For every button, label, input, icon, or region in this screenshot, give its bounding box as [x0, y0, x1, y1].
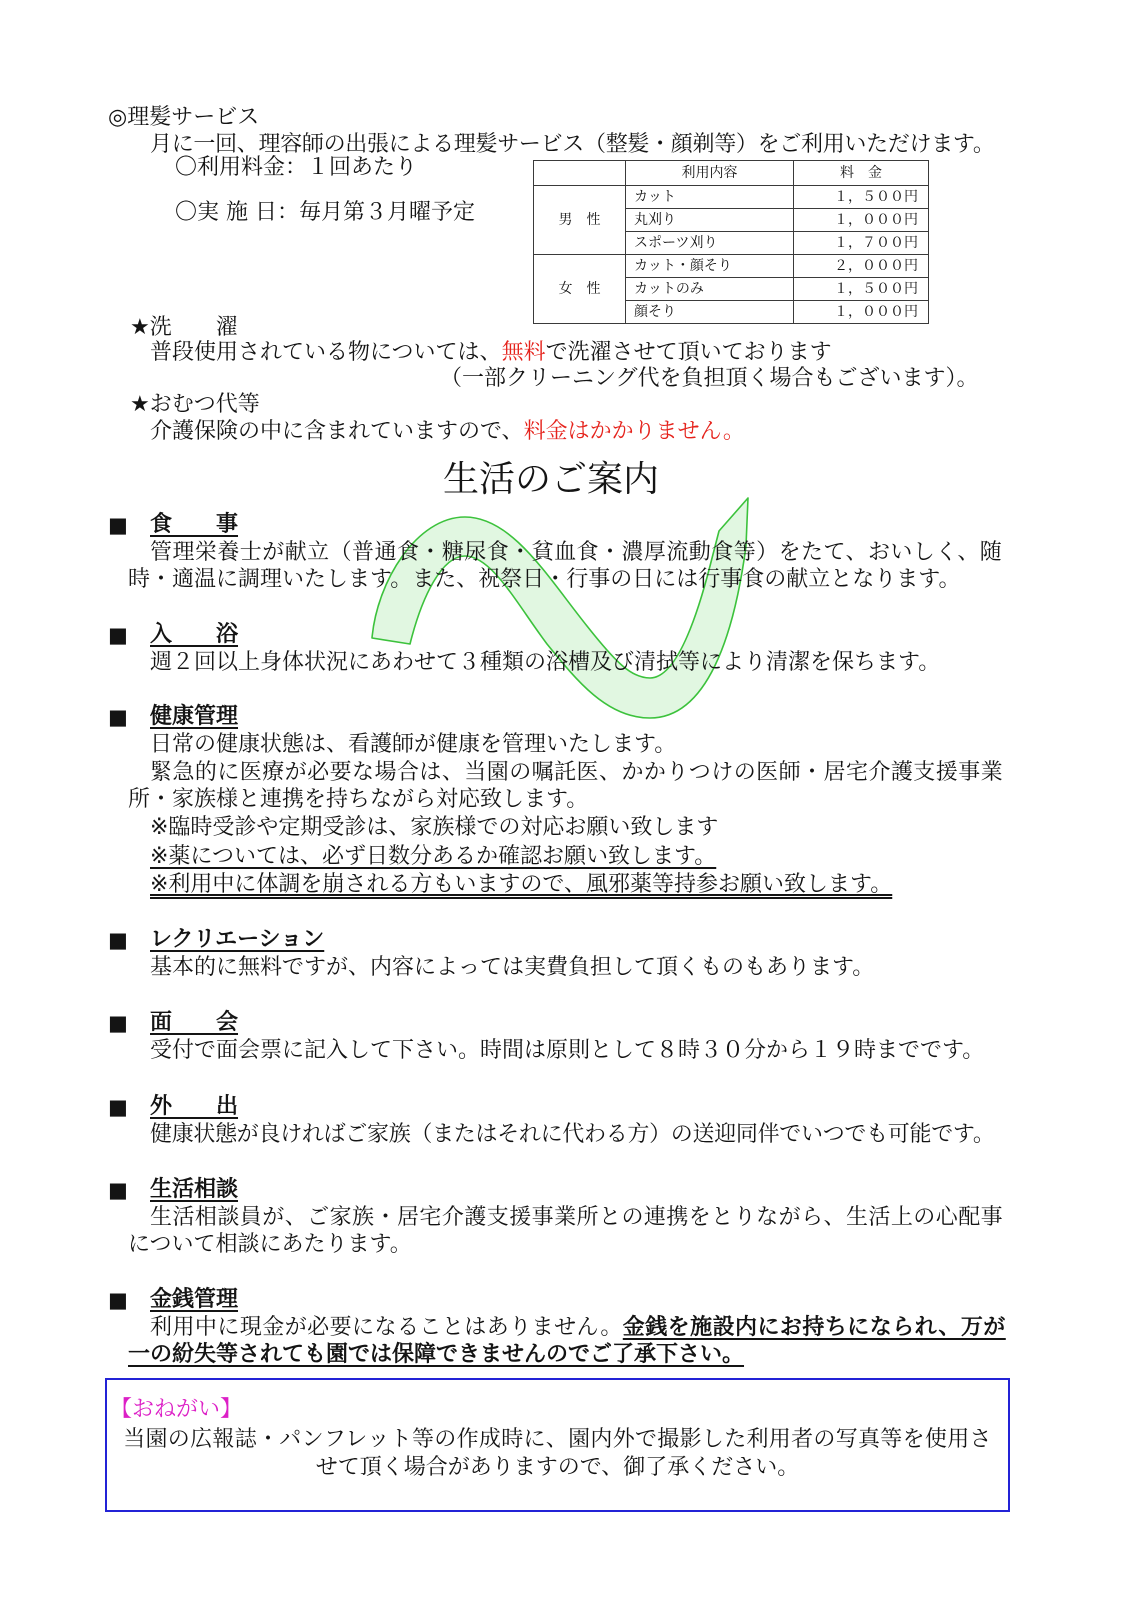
health-line: 所・家族様と連携を持ちながら対応致します。	[128, 787, 589, 812]
money-line-plain: 利用中に現金が必要になることはありません。	[150, 1315, 623, 1340]
recreation-heading: レクリエーション	[150, 927, 325, 952]
consultation-heading: 生活相談	[150, 1177, 239, 1202]
bullet-icon: ■	[108, 513, 128, 537]
laundry-text-after: で洗濯させて頂いております	[545, 340, 832, 365]
health-line: 日常の健康状態は、看護師が健康を管理いたします。	[150, 732, 677, 757]
price-table-header-price: 料 金	[794, 161, 929, 186]
visits-heading: 面 会	[150, 1010, 239, 1035]
price-table-category-men: 男 性	[534, 186, 626, 255]
bathing-line: 週２回以上身体状況にあわせて３種類の浴槽及び清拭等により清潔を保ちます。	[150, 650, 941, 675]
money-line-emphasis: 一の紛失等されても園では保障できませんのでご了承下さい。	[128, 1342, 745, 1367]
diapers-text	[150, 419, 745, 445]
bullet-icon: ■	[108, 705, 128, 729]
request-title: 【おねがい】	[110, 1397, 243, 1422]
diapers-text-before: 介護保険の中に含まれていますので、	[150, 419, 524, 444]
consultation-line: 生活相談員が、ご家族・居宅介護支援事業所との連携をとりながら、生活上の心配事	[150, 1205, 1004, 1230]
price-table-header-item: 利用内容	[626, 161, 794, 186]
bullet-icon: ■	[108, 623, 128, 647]
health-note: ※臨時受診や定期受診は、家族様での対応お願い致します	[150, 815, 719, 840]
price-table-header-row	[534, 161, 929, 186]
outings-line: 健康状態が良ければご家族（またはそれに代わる方）の送迎同伴でいつでも可能です。	[150, 1122, 995, 1147]
price-table-item: スポーツ刈り	[626, 232, 794, 255]
barber-service-title: ◎理髪サービス	[108, 105, 260, 130]
table-row	[534, 255, 929, 278]
bullet-icon: ■	[108, 1288, 128, 1312]
health-line: 緊急的に医療が必要な場合は、当園の嘱託医、かかりつけの医師・居宅介護支援事業	[150, 760, 1004, 785]
guide-title: 生活のご案内	[443, 459, 660, 500]
recreation-line: 基本的に無料ですが、内容によっては実費負担して頂くものもあります。	[150, 955, 875, 980]
price-table-item: 顔そり	[626, 301, 794, 324]
barber-price-table	[533, 160, 929, 324]
price-table-item: カット・顔そり	[626, 255, 794, 278]
price-table-price: １，５００円	[794, 186, 929, 209]
table-row	[534, 186, 929, 209]
price-table-price: １，７００円	[794, 232, 929, 255]
price-table-item: カット	[626, 186, 794, 209]
health-note-double-underlined: ※利用中に体調を崩される方もいますので、風邪薬等持参お願い致します。	[150, 872, 893, 897]
price-table-price: １，５００円	[794, 278, 929, 301]
price-table-item: 丸刈り	[626, 209, 794, 232]
price-table-item: カットのみ	[626, 278, 794, 301]
health-heading: 健康管理	[150, 704, 239, 729]
bullet-icon: ■	[108, 1011, 128, 1035]
barber-fee-label: 〇利用料金：１回あたり	[175, 155, 418, 180]
outings-heading: 外 出	[150, 1094, 239, 1119]
bullet-icon: ■	[108, 1178, 128, 1202]
laundry-title: ★洗 濯	[130, 315, 238, 340]
money-line-emphasis: 金銭を施設内にお持ちになられ、万が	[622, 1315, 1006, 1340]
wave-logo-icon	[362, 486, 762, 731]
barber-schedule: 〇実 施 日：毎月第３月曜予定	[175, 200, 475, 225]
price-table-price: １，０００円	[794, 209, 929, 232]
request-line: せて頂く場合がありますので、御了承ください。	[315, 1455, 800, 1480]
visits-line: 受付で面会票に記入して下さい。時間は原則として８時３０分から１９時までです。	[150, 1038, 985, 1063]
bullet-icon: ■	[108, 928, 128, 952]
diapers-title: ★おむつ代等	[130, 392, 260, 417]
laundry-text	[150, 340, 832, 366]
meals-line: 管理栄養士が献立（普通食・糖尿食・貧血食・濃厚流動食等）をたて、おいしく、随	[150, 540, 1003, 565]
laundry-note: （一部クリーニング代を負担頂く場合もございます）。	[440, 366, 979, 391]
laundry-free-highlight: 無料	[501, 340, 546, 365]
meals-line: 時・適温に調理いたします。また、祝祭日・行事の日には行事食の献立となります。	[128, 567, 961, 592]
bullet-icon: ■	[108, 1095, 128, 1119]
wave-ribbon	[372, 498, 748, 718]
consultation-line: について相談にあたります。	[128, 1232, 412, 1257]
request-box	[105, 1378, 1010, 1512]
money-heading: 金銭管理	[150, 1287, 239, 1312]
bathing-heading: 入 浴	[150, 622, 239, 647]
price-table-price: １，０００円	[794, 301, 929, 324]
meals-heading: 食 事	[150, 512, 239, 537]
price-table-category-women: 女 性	[534, 255, 626, 324]
laundry-text-before: 普段使用されている物については、	[150, 340, 502, 365]
money-line	[128, 1342, 744, 1368]
health-note-underlined: ※薬については、必ず日数分あるか確認お願い致します。	[150, 844, 717, 869]
request-line: 当園の広報誌・パンフレット等の作成時に、園内外で撮影した利用者の写真等を使用さ	[123, 1427, 992, 1452]
barber-service-description: 月に一回、理容師の出張による理髪サービス（整髪・顔剃等）をご利用いただけます。	[150, 132, 995, 157]
price-table-price: ２，０００円	[794, 255, 929, 278]
diapers-free-highlight: 料金はかかりません。	[523, 419, 745, 444]
money-line	[150, 1315, 1006, 1341]
price-table-header-blank	[534, 161, 626, 186]
